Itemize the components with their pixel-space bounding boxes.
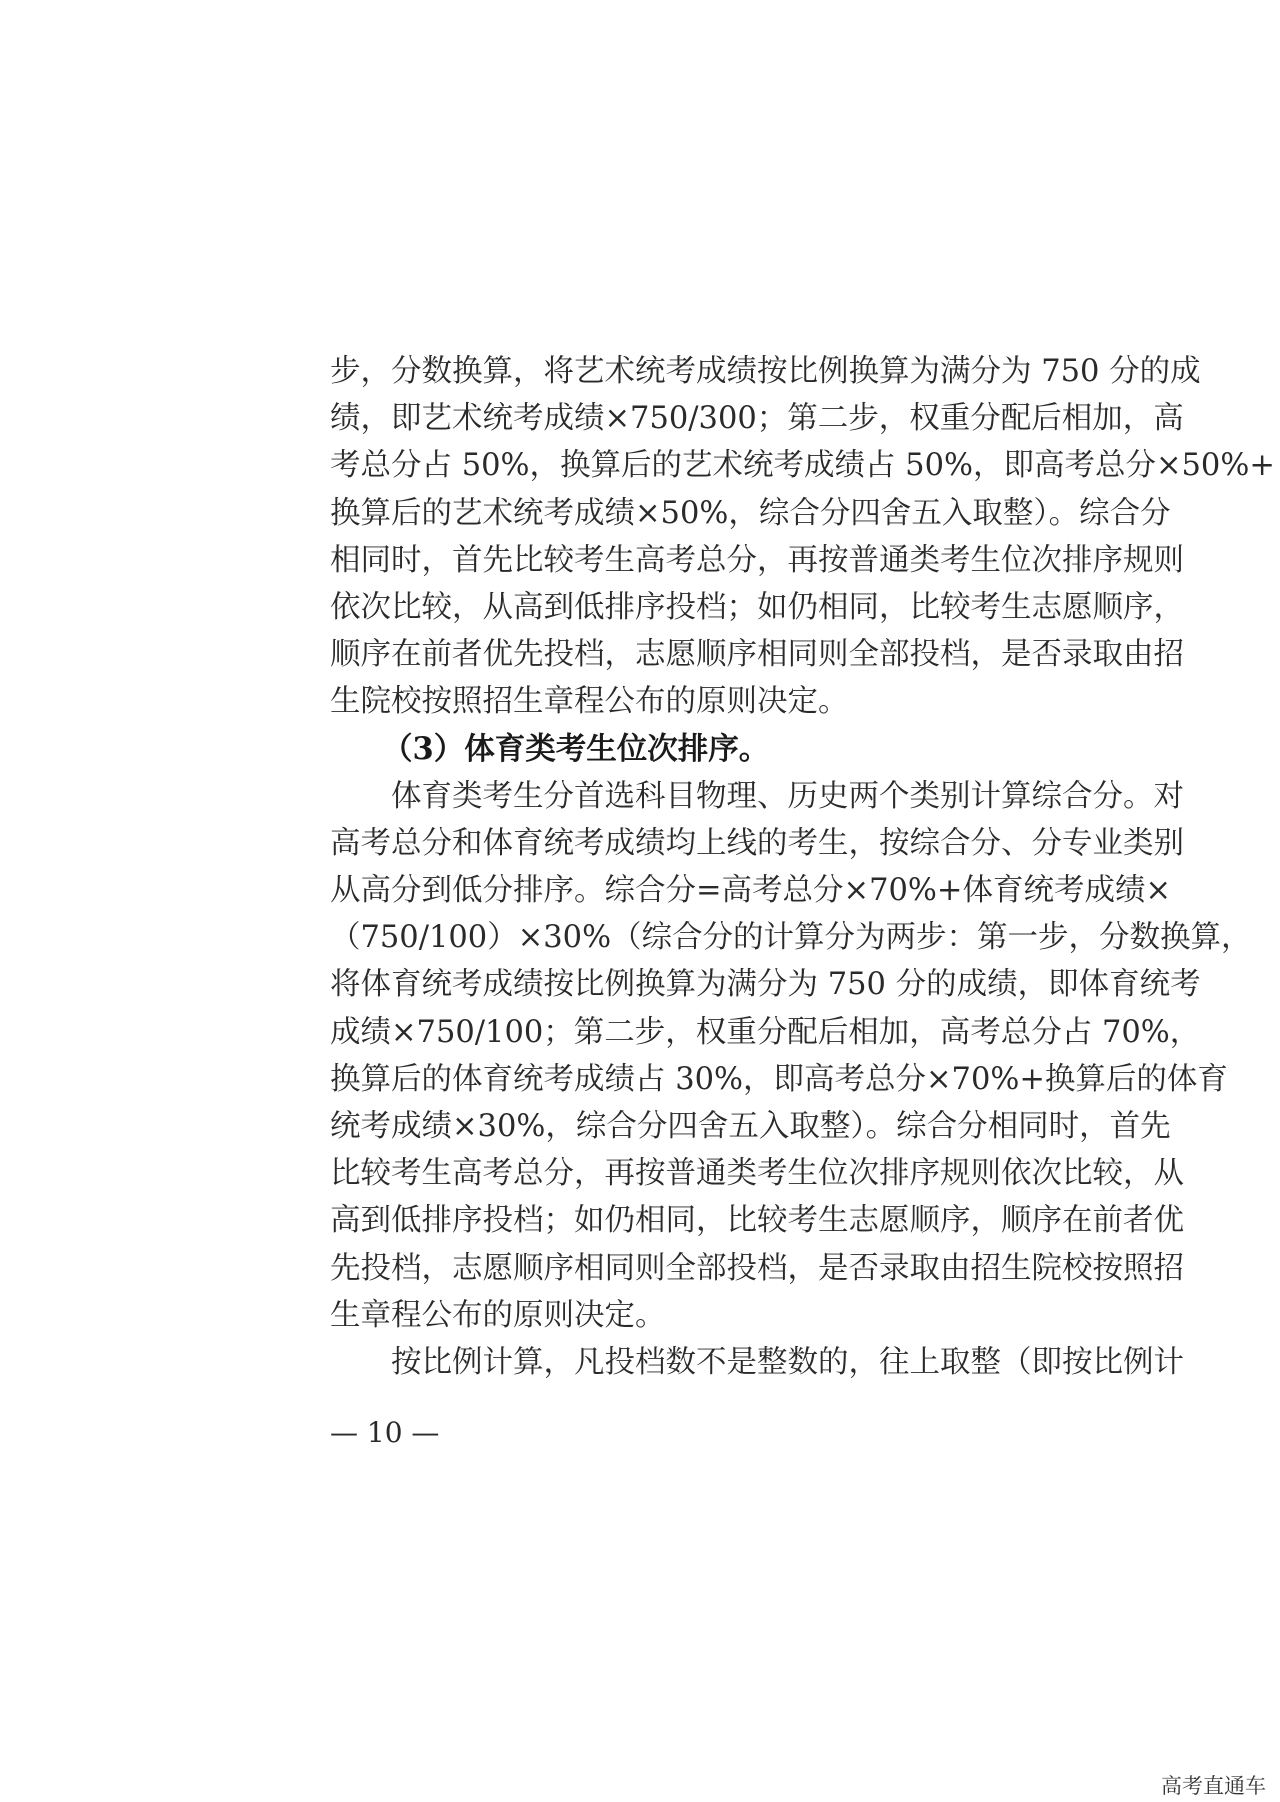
text-line: 考总分占 50%，换算后的艺术统考成绩占 50%，即高考总分×50%+ [330,448,1275,484]
text-line: 依次比较，从高到低排序投档；如仍相同，比较考生志愿顺序， [330,589,1184,625]
text-line: 体育类考生分首选科目物理、历史两个类别计算综合分。对 [391,778,1184,814]
text-line: 比较考生高考总分，再按普通类考生位次排序规则依次比较，从 [330,1156,1184,1192]
text-line: 绩，即艺术统考成绩×750/300；第二步，权重分配后相加，高 [330,401,1184,437]
text-line: 步，分数换算，将艺术统考成绩按比例换算为满分为 750 分的成 [330,354,1201,389]
text-line: 先投档，志愿顺序相同则全部投档，是否录取由招生院校按照招 [330,1250,1184,1286]
text-line: 高考总分和体育统考成绩均上线的考生，按综合分、分专业类别 [330,825,1184,861]
text-line: 生院校按照招生章程公布的原则决定。 [330,684,849,720]
page-number: — 10 — [330,1416,440,1449]
body-text [330,348,1275,1386]
text-line: （750/100）×30%（综合分的计算分为两步：第一步，分数换算， [330,920,1252,956]
text-line: 换算后的艺术统考成绩×50%，综合分四舍五入取整）。综合分 [330,495,1171,531]
section-heading: （3）体育类考生位次排序。 [382,730,770,767]
watermark-label: 高考直通车 [1157,1768,1270,1802]
text-line: 生章程公布的原则决定。 [330,1297,666,1333]
text-line: 成绩×750/100；第二步，权重分配后相加，高考总分占 70%， [330,1014,1201,1050]
text-line: 按比例计算，凡投档数不是整数的，往上取整（即按比例计 [391,1344,1184,1380]
text-line: 顺序在前者优先投档，志愿顺序相同则全部投档，是否录取由招 [330,637,1184,673]
text-line: 换算后的体育统考成绩占 30%，即高考总分×70%+换算后的体育 [330,1061,1228,1097]
text-line: 将体育统考成绩按比例换算为满分为 750 分的成绩，即体育统考 [330,967,1201,1003]
text-line: 统考成绩×30%，综合分四舍五入取整）。综合分相同时，首先 [330,1109,1171,1144]
text-line: 从高分到低分排序。综合分=高考总分×70%+体育统考成绩× [330,873,1172,909]
text-line: 相同时，首先比较考生高考总分，再按普通类考生位次排序规则 [330,542,1184,578]
text-line: 高到低排序投档；如仍相同，比较考生志愿顺序，顺序在前者优 [330,1203,1184,1239]
